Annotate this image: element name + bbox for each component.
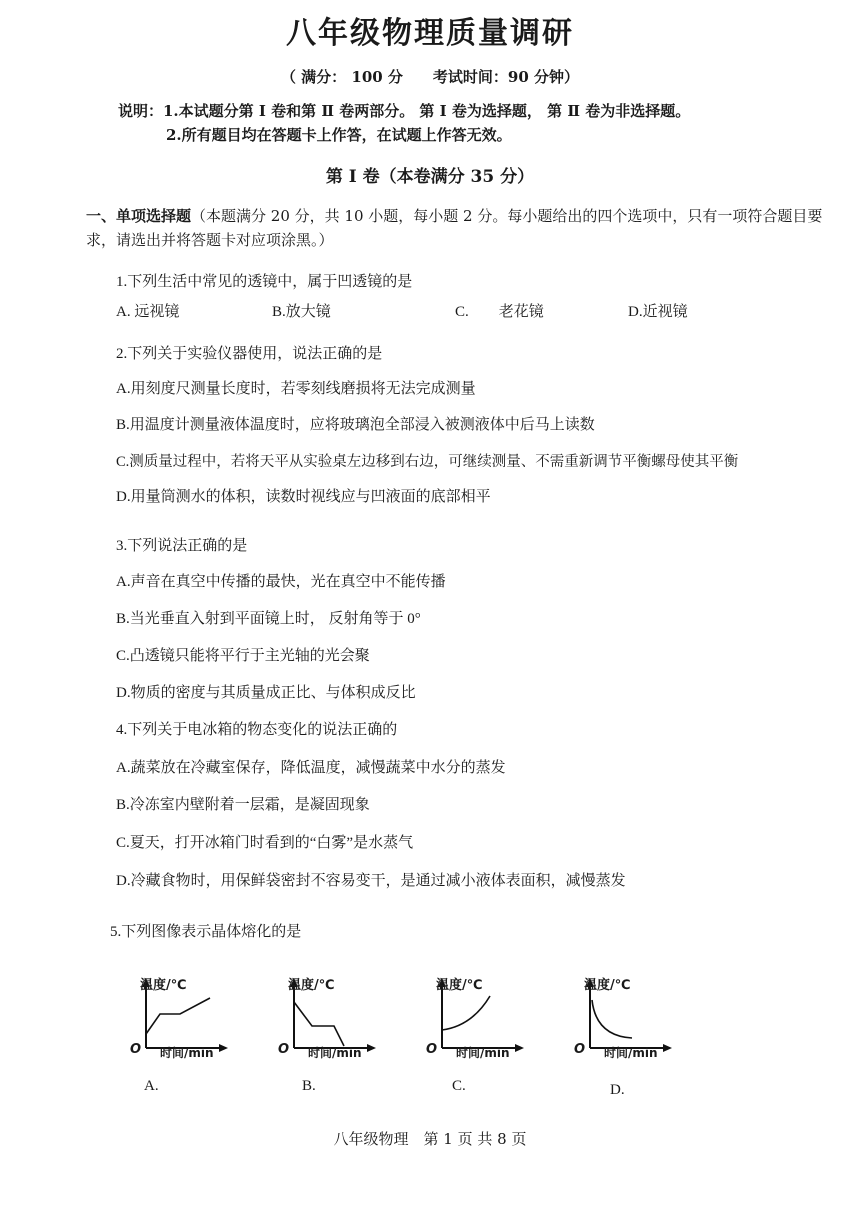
exam-note-2: 2.所有题目均在答题卡上作答，在试题上作答无效。 <box>166 126 512 144</box>
graph-d-origin: O <box>574 1042 586 1057</box>
graph-c-x-arrow <box>515 1044 524 1052</box>
part-label: 一、单项选择题 <box>86 207 192 225</box>
exam-title: 八年级物理质量调研 <box>286 16 574 51</box>
exam-meta: （ 满分： 100 分 考试时间：90 分钟） <box>280 68 580 86</box>
question-3-option-c: C.凸透镜只能将平行于主光轴的光会聚 <box>116 648 370 664</box>
graph-c-origin: O <box>426 1042 438 1057</box>
graph-b-y-label: 温度/℃ <box>288 978 335 993</box>
question-2-option-d: D.用量筒测水的体积，读数时视线应与凹液面的底部相平 <box>116 489 491 505</box>
graph-c-curve <box>442 996 490 1030</box>
graph-a-curve <box>146 998 210 1034</box>
page-footer: 八年级物理 第 1 页 共 8 页 <box>333 1130 527 1148</box>
graph-d-option: D. <box>610 1082 625 1098</box>
graph-a-option: A. <box>144 1078 159 1094</box>
question-2-option-a: A.用刻度尺测量长度时，若零刻线磨损将无法完成测量 <box>116 381 476 397</box>
question-5-graphs <box>110 966 710 1106</box>
question-5-stem: 5.下列图像表示晶体熔化的是 <box>110 924 302 940</box>
question-4-option-d: D.冷藏食物时，用保鲜袋密封不容易变干，是通过减小液体表面积，减慢蒸发 <box>116 873 626 889</box>
graph-a-x-arrow <box>219 1044 228 1052</box>
question-3-stem: 3.下列说法正确的是 <box>116 538 248 554</box>
part-description: （本题满分 20 分，共 10 小题，每小题 2 分。每小题给出的四个选项中，只有一项符合题目要求，请选出并将答题卡对应项涂黑。） <box>86 207 823 249</box>
graph-d-curve <box>592 1000 632 1038</box>
question-4-option-c: C.夏天，打开冰箱门时看到的“白雾”是水蒸气 <box>116 835 414 851</box>
graph-d-x-arrow <box>663 1044 672 1052</box>
question-3-option-a: A.声音在真空中传播的最快，光在真空中不能传播 <box>116 574 446 590</box>
graph-d <box>568 966 718 1106</box>
graph-a <box>124 966 274 1106</box>
graph-c-x-label: 时间/min <box>456 1046 510 1060</box>
question-2-option-b: B.用温度计测量液体温度时，应将玻璃泡全部浸入被测液体中后马上读数 <box>116 417 595 433</box>
question-1-option-c: C. 老花镜 <box>455 304 544 320</box>
question-4-option-b: B.冷冻室内壁附着一层霜，是凝固现象 <box>116 797 370 813</box>
graph-c <box>420 966 570 1106</box>
graph-d-x-label: 时间/min <box>604 1046 658 1060</box>
graph-d-y-label: 温度/℃ <box>584 978 631 993</box>
graph-c-y-label: 温度/℃ <box>436 978 483 993</box>
graph-b-origin: O <box>278 1042 290 1057</box>
question-1-option-d: D.近视镜 <box>628 304 688 320</box>
question-3-option-b: B.当光垂直入射到平面镜上时， 反射角等于 0° <box>116 611 421 627</box>
exam-note-1: 说明：1.本试题分第 Ⅰ 卷和第 Ⅱ 卷两部分。 第 Ⅰ 卷为选择题， 第 Ⅱ 卷为非选择题。 <box>118 102 691 120</box>
graph-b-option: B. <box>302 1078 316 1094</box>
section-title: 第 Ⅰ 卷（本卷满分 35 分） <box>325 167 535 187</box>
graph-b-x-label: 时间/min <box>308 1046 362 1060</box>
question-1-option-a: A. 远视镜 <box>116 304 180 320</box>
question-2-option-c: C.测质量过程中，若将天平从实验桌左边移到右边，可继续测量、不需重新调节平衡螺母使其平衡 <box>116 454 739 470</box>
question-2-stem: 2.下列关于实验仪器使用，说法正确的是 <box>116 346 383 362</box>
graph-a-x-label: 时间/min <box>160 1046 214 1060</box>
graph-b-curve <box>294 1002 344 1046</box>
part-instructions <box>86 204 836 252</box>
graph-c-option: C. <box>452 1078 466 1094</box>
question-3-option-d: D.物质的密度与其质量成正比、与体积成反比 <box>116 685 416 701</box>
question-1-option-b: B.放大镜 <box>272 304 331 320</box>
graph-a-y-label: 温度/℃ <box>140 978 187 993</box>
question-4-option-a: A.蔬菜放在冷藏室保存，降低温度，减慢蔬菜中水分的蒸发 <box>116 760 506 776</box>
graph-b <box>272 966 422 1106</box>
graph-b-x-arrow <box>367 1044 376 1052</box>
graph-a-origin: O <box>130 1042 142 1057</box>
question-4-stem: 4.下列关于电冰箱的物态变化的说法正确的 <box>116 722 398 738</box>
question-1-stem: 1.下列生活中常见的透镜中，属于凹透镜的是 <box>116 274 413 290</box>
